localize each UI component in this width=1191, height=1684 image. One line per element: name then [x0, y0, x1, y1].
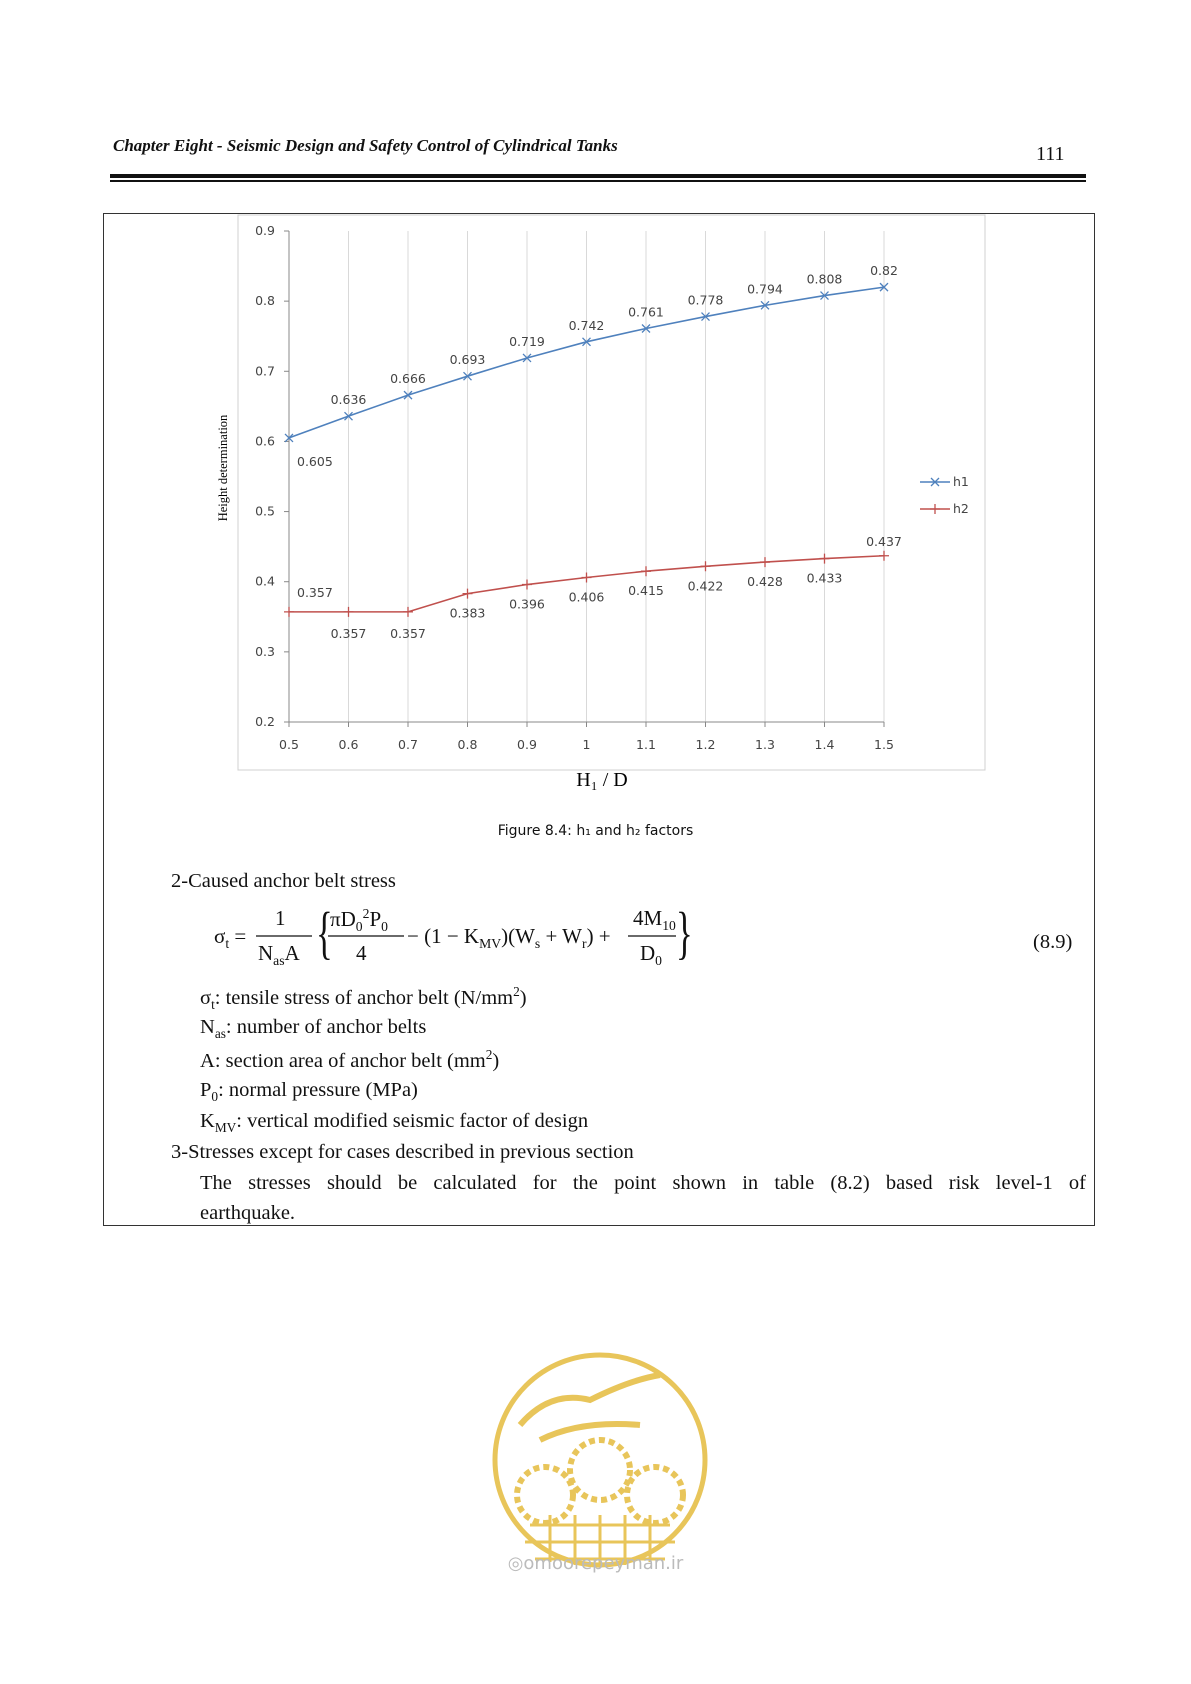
definition-symbol: σ [200, 986, 212, 1009]
data-label-h2: 0.357 [297, 584, 333, 600]
data-label-h1: 0.666 [390, 371, 426, 387]
definition-text: : vertical modified seismic factor of design [236, 1110, 589, 1132]
x-tick-label: 1 [582, 737, 591, 752]
y-axis-title: Height determination [216, 414, 230, 522]
y-tick-label: 0.9 [255, 223, 275, 238]
figure-caption: Figure 8.4: h₁ and h₂ factors [497, 823, 694, 839]
data-point-h2 [820, 554, 830, 564]
page-number: 111 [1036, 143, 1065, 165]
definition-item [200, 985, 527, 1011]
data-point-h2 [760, 557, 770, 567]
data-label-h2: 0.357 [390, 625, 426, 641]
eq-frac1-den: $N_{as}A$ [258, 941, 300, 969]
definition-text-end: ) [519, 986, 527, 1009]
definition-text: : section area of anchor belt (mm [214, 1049, 486, 1072]
data-point-h2 [701, 561, 711, 571]
definition-item [200, 1048, 499, 1071]
section3-paragraph-line1: The stresses should be calculated for the point shown in table (8.2) based risk level-1 of [200, 1172, 1086, 1194]
x-tick-label: 1.4 [814, 737, 835, 752]
data-point-h2 [284, 607, 294, 617]
watermark-site [0, 1553, 1191, 1574]
y-tick-label: 0.5 [255, 503, 275, 519]
section3-heading: 3-Stresses except for cases described in previous section [171, 1141, 634, 1163]
x-tick-label: 0.7 [398, 737, 418, 752]
data-label-h1: 0.693 [449, 352, 486, 368]
seal-gear-right [627, 1467, 683, 1523]
legend-marker-h2 [930, 504, 940, 514]
x-tick-label: 0.5 [279, 737, 299, 752]
data-label-h2: 0.422 [687, 578, 724, 594]
definition-text: : number of anchor belts [225, 1016, 427, 1038]
data-label-h2: 0.406 [568, 589, 605, 605]
x-tick-label: 0.9 [517, 737, 537, 752]
eq-sigma-t: $\sigma_t$ = [214, 924, 247, 952]
y-tick-label: 0.2 [255, 714, 275, 729]
definition-text: : normal pressure (MPa) [218, 1079, 418, 1101]
x-axis-title: H₁ / D [576, 769, 628, 791]
definition-text: : tensile stress of anchor belt (N/mm [214, 986, 514, 1009]
watermark-site-text: omoorepeyman.ir [523, 1553, 684, 1574]
data-label-h2: 0.396 [509, 596, 545, 612]
data-label-h1: 0.778 [687, 292, 724, 308]
equation-number: (8.9) [1033, 931, 1073, 953]
x-tick-label: 0.6 [338, 737, 359, 752]
eq-rbrace: } [676, 900, 693, 965]
definition-symbol: N [200, 1016, 215, 1038]
definition-subscript: MV [214, 1120, 237, 1136]
data-label-h1: 0.794 [747, 281, 783, 297]
data-label-h1: 0.719 [509, 333, 545, 349]
y-tick-label: 0.4 [255, 573, 275, 589]
data-label-h1: 0.636 [330, 392, 367, 408]
data-label-h1: 0.808 [806, 271, 843, 287]
definition-item [200, 1017, 426, 1040]
y-tick-label: 0.6 [255, 433, 275, 449]
x-tick-label: 1.3 [755, 737, 775, 752]
data-label-h2: 0.415 [628, 583, 664, 599]
data-label-h1: 0.742 [568, 317, 605, 333]
definition-text-end: ) [492, 1049, 500, 1072]
definition-superscript: 2 [485, 1047, 493, 1062]
definition-superscript: 2 [513, 984, 520, 999]
section2-heading: 2-Caused anchor belt stress [171, 870, 396, 892]
data-point-h2 [582, 573, 592, 583]
data-label-h2: 0.357 [330, 625, 367, 641]
eq-lbrace: { [316, 900, 333, 965]
running-title: Chapter Eight - Seismic Design and Safety Control of Cylindrical Tanks [113, 136, 618, 155]
section3-paragraph-line2: earthquake. [200, 1202, 296, 1224]
at-icon: ◎ [507, 1553, 524, 1574]
x-tick-label: 1.1 [636, 737, 656, 752]
definition-symbol: P [200, 1079, 212, 1101]
chart-area-border [238, 215, 985, 770]
y-tick-label: 0.8 [255, 293, 275, 309]
definition-subscript: t [211, 996, 215, 1012]
seal-gear-left [517, 1467, 573, 1523]
x-tick-label: 1.2 [695, 737, 716, 752]
eq-frac2-num: $\pi D_0^2P_0$ [330, 906, 388, 935]
data-point-h2 [344, 607, 354, 617]
definition-symbol: K [200, 1110, 215, 1132]
data-label-h1: 0.82 [870, 263, 898, 279]
data-point-h2 [641, 566, 651, 576]
legend-label-h1: h1 [953, 474, 969, 489]
watermark-seal [490, 1330, 710, 1590]
data-label-h2: 0.437 [866, 533, 902, 549]
x-tick-label: 1.5 [874, 737, 894, 752]
data-label-h2: 0.433 [806, 570, 843, 586]
data-point-h2 [463, 589, 473, 599]
eq-frac3-den: $D_0$ [640, 941, 662, 969]
data-label-h1: 0.761 [628, 304, 664, 320]
legend-label-h2: h2 [953, 501, 969, 516]
data-point-h2 [879, 551, 889, 561]
eq-frac3-num: $4M_{10}$ [633, 906, 676, 934]
eq-middle-term: − $(1 - K_{MV})(W_s + W_r)$ + [407, 924, 611, 952]
data-point-h2 [522, 580, 532, 590]
data-label-h2: 0.428 [747, 574, 783, 590]
definition-symbol: A [200, 1049, 215, 1072]
seal-gear-center [570, 1440, 630, 1500]
definition-subscript: as [214, 1026, 226, 1042]
eq-frac1-bar [256, 935, 312, 938]
data-point-h2 [403, 607, 413, 617]
data-label-h1: 0.605 [297, 453, 333, 469]
x-tick-label: 0.8 [457, 737, 478, 752]
eq-frac1-num: 1 [275, 906, 286, 930]
y-tick-label: 0.7 [255, 363, 275, 379]
definition-item [200, 1080, 418, 1103]
seal-calligraphy [520, 1375, 660, 1440]
y-tick-label: 0.3 [255, 643, 275, 659]
eq-frac2-bar [328, 935, 404, 938]
definition-item [200, 1111, 588, 1134]
eq-frac2-den: 4 [356, 941, 367, 965]
data-label-h2: 0.383 [449, 605, 486, 621]
definition-subscript: 0 [211, 1089, 219, 1105]
eq-frac3-bar [628, 935, 676, 938]
